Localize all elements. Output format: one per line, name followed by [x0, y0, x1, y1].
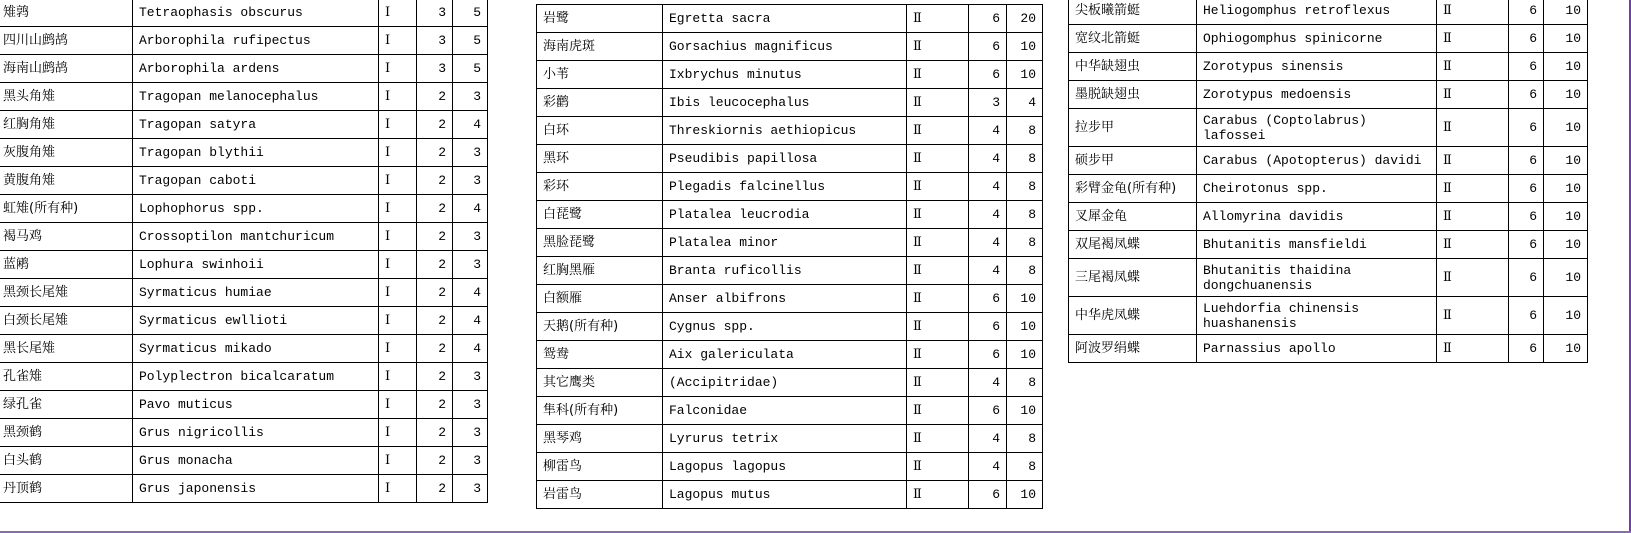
latin-name-cell: Heliogomphus retroflexus: [1197, 0, 1437, 25]
protection-level-cell: Ⅱ: [907, 5, 969, 33]
value-b-cell: 8: [1007, 201, 1043, 229]
protection-level-cell: Ⅱ: [907, 369, 969, 397]
latin-name-cell: Bhutanitis mansfieldi: [1197, 231, 1437, 259]
chinese-name-cell: 岩雷鸟: [537, 481, 663, 509]
chinese-name-cell: 隼科(所有种): [537, 397, 663, 425]
value-a-cell: 4: [969, 229, 1007, 257]
value-a-cell: 2: [417, 251, 453, 279]
protection-level-cell: Ⅰ: [379, 111, 417, 139]
chinese-name-cell: 小苇: [537, 61, 663, 89]
value-b-cell: 10: [1544, 0, 1588, 25]
table-row: [537, 61, 1043, 89]
latin-name-cell: Gorsachius magnificus: [663, 33, 907, 61]
value-b-cell: 3: [453, 419, 488, 447]
latin-name-cell: Pseudibis papillosa: [663, 145, 907, 173]
table-row: [0, 391, 488, 419]
latin-name-cell: Lagopus mutus: [663, 481, 907, 509]
protection-level-cell: Ⅱ: [907, 341, 969, 369]
protection-level-cell: Ⅰ: [379, 335, 417, 363]
value-b-cell: 10: [1544, 335, 1588, 363]
protection-level-cell: Ⅰ: [379, 195, 417, 223]
value-b-cell: 8: [1007, 229, 1043, 257]
value-a-cell: 2: [417, 195, 453, 223]
value-b-cell: 10: [1544, 259, 1588, 297]
table-row: [0, 223, 488, 251]
chinese-name-cell: 雉鹑: [0, 0, 133, 27]
protection-level-cell: Ⅰ: [379, 363, 417, 391]
table-row: [1069, 203, 1588, 231]
table-row: [0, 307, 488, 335]
table-row: [537, 313, 1043, 341]
value-b-cell: 3: [453, 223, 488, 251]
table-row: [537, 89, 1043, 117]
value-a-cell: 3: [417, 55, 453, 83]
table-row: [537, 257, 1043, 285]
value-b-cell: 8: [1007, 117, 1043, 145]
protection-level-cell: Ⅱ: [907, 481, 969, 509]
value-a-cell: 2: [417, 83, 453, 111]
chinese-name-cell: 海南虎斑: [537, 33, 663, 61]
latin-name-cell: Polyplectron bicalcaratum: [133, 363, 379, 391]
value-a-cell: 2: [417, 167, 453, 195]
value-a-cell: 4: [969, 145, 1007, 173]
protection-level-cell: Ⅰ: [379, 83, 417, 111]
table-row: [1069, 0, 1588, 25]
value-a-cell: 6: [969, 285, 1007, 313]
value-a-cell: 2: [417, 391, 453, 419]
value-a-cell: 6: [1509, 147, 1544, 175]
value-a-cell: 4: [969, 173, 1007, 201]
chinese-name-cell: 褐马鸡: [0, 223, 133, 251]
latin-name-cell: Lagopus lagopus: [663, 453, 907, 481]
protection-level-cell: Ⅱ: [907, 285, 969, 313]
chinese-name-cell: 宽纹北箭蜓: [1069, 25, 1197, 53]
protection-level-cell: Ⅰ: [379, 223, 417, 251]
chinese-name-cell: 硕步甲: [1069, 147, 1197, 175]
latin-name-cell: Zorotypus medoensis: [1197, 81, 1437, 109]
chinese-name-cell: 海南山鹧鸪: [0, 55, 133, 83]
value-b-cell: 3: [453, 167, 488, 195]
value-b-cell: 3: [453, 83, 488, 111]
latin-name-cell: Lyrurus tetrix: [663, 425, 907, 453]
value-b-cell: 10: [1007, 313, 1043, 341]
value-a-cell: 2: [417, 223, 453, 251]
value-a-cell: 6: [969, 5, 1007, 33]
protection-level-cell: Ⅱ: [1437, 0, 1509, 25]
protection-level-cell: Ⅰ: [379, 279, 417, 307]
protection-level-cell: Ⅱ: [907, 257, 969, 285]
latin-name-cell: Cheirotonus spp.: [1197, 175, 1437, 203]
latin-name-cell: Pavo muticus: [133, 391, 379, 419]
value-a-cell: 6: [1509, 175, 1544, 203]
species-table-left: [0, 0, 488, 503]
chinese-name-cell: 白琵鹭: [537, 201, 663, 229]
chinese-name-cell: 四川山鹧鸪: [0, 27, 133, 55]
chinese-name-cell: 白颈长尾雉: [0, 307, 133, 335]
protection-level-cell: Ⅱ: [1437, 175, 1509, 203]
value-b-cell: 5: [453, 0, 488, 27]
table-row: [537, 453, 1043, 481]
chinese-name-cell: 绿孔雀: [0, 391, 133, 419]
table-row: [0, 111, 488, 139]
value-a-cell: 4: [969, 369, 1007, 397]
value-a-cell: 6: [1509, 297, 1544, 335]
protection-level-cell: Ⅱ: [907, 201, 969, 229]
table-row: [537, 33, 1043, 61]
table-row: [0, 195, 488, 223]
value-b-cell: 8: [1007, 369, 1043, 397]
latin-name-cell: Platalea minor: [663, 229, 907, 257]
latin-name-cell: Anser albifrons: [663, 285, 907, 313]
species-table: [0, 0, 488, 503]
chinese-name-cell: 黑颈鹤: [0, 419, 133, 447]
table-row: [0, 55, 488, 83]
value-a-cell: 4: [969, 201, 1007, 229]
latin-name-cell: Plegadis falcinellus: [663, 173, 907, 201]
value-b-cell: 4: [453, 335, 488, 363]
value-a-cell: 4: [969, 453, 1007, 481]
chinese-name-cell: 黑环: [537, 145, 663, 173]
protection-level-cell: Ⅱ: [1437, 147, 1509, 175]
protection-level-cell: Ⅰ: [379, 0, 417, 27]
protection-level-cell: Ⅰ: [379, 167, 417, 195]
value-b-cell: 4: [453, 195, 488, 223]
protection-level-cell: Ⅱ: [907, 229, 969, 257]
latin-name-cell: Tragopan blythii: [133, 139, 379, 167]
value-a-cell: 2: [417, 111, 453, 139]
value-a-cell: 2: [417, 139, 453, 167]
value-b-cell: 10: [1544, 53, 1588, 81]
table-row: [537, 369, 1043, 397]
value-b-cell: 10: [1007, 61, 1043, 89]
chinese-name-cell: 彩鹳: [537, 89, 663, 117]
chinese-name-cell: 灰腹角雉: [0, 139, 133, 167]
value-b-cell: 10: [1544, 175, 1588, 203]
latin-name-cell: Crossoptilon mantchuricum: [133, 223, 379, 251]
latin-name-cell: Luehdorfia chinensis huashanensis: [1197, 297, 1437, 335]
protection-level-cell: Ⅰ: [379, 139, 417, 167]
value-b-cell: 10: [1544, 297, 1588, 335]
value-a-cell: 6: [1509, 231, 1544, 259]
latin-name-cell: Grus japonensis: [133, 475, 379, 503]
protection-level-cell: Ⅱ: [907, 145, 969, 173]
protection-level-cell: Ⅱ: [907, 425, 969, 453]
value-a-cell: 6: [969, 313, 1007, 341]
latin-name-cell: Aix galericulata: [663, 341, 907, 369]
value-a-cell: 6: [969, 33, 1007, 61]
value-b-cell: 10: [1007, 341, 1043, 369]
chinese-name-cell: 三尾褐凤蝶: [1069, 259, 1197, 297]
value-b-cell: 10: [1544, 203, 1588, 231]
protection-level-cell: Ⅱ: [1437, 335, 1509, 363]
latin-name-cell: (Accipitridae): [663, 369, 907, 397]
latin-name-cell: Zorotypus sinensis: [1197, 53, 1437, 81]
table-row: [537, 285, 1043, 313]
value-a-cell: 2: [417, 307, 453, 335]
table-row: [1069, 259, 1588, 297]
latin-name-cell: Tetraophasis obscurus: [133, 0, 379, 27]
chinese-name-cell: 双尾褐凤蝶: [1069, 231, 1197, 259]
chinese-name-cell: 黄腹角雉: [0, 167, 133, 195]
value-b-cell: 10: [1007, 397, 1043, 425]
table-row: [537, 481, 1043, 509]
value-a-cell: 6: [1509, 25, 1544, 53]
value-a-cell: 6: [1509, 81, 1544, 109]
species-table-middle: [536, 4, 1043, 509]
latin-name-cell: Carabus (Apotopterus) davidi: [1197, 147, 1437, 175]
chinese-name-cell: 白头鹤: [0, 447, 133, 475]
value-a-cell: 2: [417, 363, 453, 391]
table-row: [0, 447, 488, 475]
table-row: [0, 167, 488, 195]
protection-level-cell: Ⅰ: [379, 307, 417, 335]
value-b-cell: 5: [453, 55, 488, 83]
chinese-name-cell: 叉犀金龟: [1069, 203, 1197, 231]
chinese-name-cell: 蓝鹇: [0, 251, 133, 279]
chinese-name-cell: 红胸黑雁: [537, 257, 663, 285]
latin-name-cell: Carabus (Coptolabrus) lafossei: [1197, 109, 1437, 147]
value-b-cell: 3: [453, 475, 488, 503]
chinese-name-cell: 阿波罗绢蝶: [1069, 335, 1197, 363]
value-b-cell: 20: [1007, 5, 1043, 33]
chinese-name-cell: 尖板曦箭蜓: [1069, 0, 1197, 25]
protection-level-cell: Ⅱ: [1437, 231, 1509, 259]
value-a-cell: 2: [417, 475, 453, 503]
value-b-cell: 3: [453, 447, 488, 475]
value-b-cell: 10: [1007, 33, 1043, 61]
value-b-cell: 3: [453, 391, 488, 419]
value-b-cell: 10: [1007, 285, 1043, 313]
chinese-name-cell: 中华缺翅虫: [1069, 53, 1197, 81]
latin-name-cell: Arborophila ardens: [133, 55, 379, 83]
protection-level-cell: Ⅱ: [1437, 297, 1509, 335]
value-b-cell: 10: [1544, 25, 1588, 53]
table-row: [537, 425, 1043, 453]
value-a-cell: 3: [417, 27, 453, 55]
value-a-cell: 6: [1509, 53, 1544, 81]
value-b-cell: 3: [453, 139, 488, 167]
table-row: [1069, 231, 1588, 259]
protection-level-cell: Ⅰ: [379, 251, 417, 279]
latin-name-cell: Lophophorus spp.: [133, 195, 379, 223]
latin-name-cell: Syrmaticus humiae: [133, 279, 379, 307]
table-row: [537, 341, 1043, 369]
value-b-cell: 4: [453, 279, 488, 307]
latin-name-cell: Ibis leucocephalus: [663, 89, 907, 117]
latin-name-cell: Ophiogomphus spinicorne: [1197, 25, 1437, 53]
value-a-cell: 6: [969, 61, 1007, 89]
table-row: [537, 145, 1043, 173]
table-row: [537, 5, 1043, 33]
latin-name-cell: Syrmaticus mikado: [133, 335, 379, 363]
protection-level-cell: Ⅱ: [1437, 53, 1509, 81]
latin-name-cell: Arborophila rufipectus: [133, 27, 379, 55]
table-row: [0, 419, 488, 447]
table-row: [1069, 335, 1588, 363]
latin-name-cell: Lophura swinhoii: [133, 251, 379, 279]
table-row: [0, 475, 488, 503]
chinese-name-cell: 黑长尾雉: [0, 335, 133, 363]
protection-level-cell: Ⅰ: [379, 447, 417, 475]
species-table: [536, 4, 1043, 509]
chinese-name-cell: 中华虎凤蝶: [1069, 297, 1197, 335]
value-b-cell: 10: [1544, 231, 1588, 259]
protection-level-cell: Ⅱ: [1437, 81, 1509, 109]
chinese-name-cell: 黑琴鸡: [537, 425, 663, 453]
value-b-cell: 4: [453, 307, 488, 335]
chinese-name-cell: 彩臂金龟(所有种): [1069, 175, 1197, 203]
chinese-name-cell: 岩鹭: [537, 5, 663, 33]
value-b-cell: 10: [1544, 109, 1588, 147]
chinese-name-cell: 孔雀雉: [0, 363, 133, 391]
table-row: [1069, 297, 1588, 335]
value-b-cell: 10: [1544, 81, 1588, 109]
value-b-cell: 3: [453, 363, 488, 391]
value-b-cell: 8: [1007, 145, 1043, 173]
value-a-cell: 2: [417, 335, 453, 363]
value-a-cell: 4: [969, 425, 1007, 453]
table-row: [0, 363, 488, 391]
value-a-cell: 6: [1509, 203, 1544, 231]
protection-level-cell: Ⅱ: [907, 61, 969, 89]
value-a-cell: 6: [1509, 259, 1544, 297]
value-b-cell: 8: [1007, 173, 1043, 201]
latin-name-cell: Egretta sacra: [663, 5, 907, 33]
latin-name-cell: Grus monacha: [133, 447, 379, 475]
value-b-cell: 10: [1544, 147, 1588, 175]
protection-level-cell: Ⅰ: [379, 55, 417, 83]
protection-level-cell: Ⅰ: [379, 27, 417, 55]
value-a-cell: 4: [969, 117, 1007, 145]
table-row: [0, 0, 488, 27]
species-table-right: [1068, 0, 1588, 363]
chinese-name-cell: 黑头角雉: [0, 83, 133, 111]
value-b-cell: 8: [1007, 453, 1043, 481]
protection-level-cell: Ⅱ: [1437, 25, 1509, 53]
protection-level-cell: Ⅱ: [907, 117, 969, 145]
chinese-name-cell: 其它鹰类: [537, 369, 663, 397]
table-row: [1069, 109, 1588, 147]
value-b-cell: 8: [1007, 257, 1043, 285]
latin-name-cell: Ixbrychus minutus: [663, 61, 907, 89]
table-row: [537, 201, 1043, 229]
species-table: [1068, 0, 1588, 363]
table-row: [0, 279, 488, 307]
protection-level-cell: Ⅱ: [907, 89, 969, 117]
table-row: [0, 251, 488, 279]
chinese-name-cell: 丹顶鹤: [0, 475, 133, 503]
table-row: [0, 139, 488, 167]
chinese-name-cell: 墨脱缺翅虫: [1069, 81, 1197, 109]
value-b-cell: 5: [453, 27, 488, 55]
chinese-name-cell: 彩环: [537, 173, 663, 201]
latin-name-cell: Bhutanitis thaidina dongchuanensis: [1197, 259, 1437, 297]
table-row: [537, 397, 1043, 425]
protection-level-cell: Ⅰ: [379, 419, 417, 447]
value-b-cell: 4: [1007, 89, 1043, 117]
protection-level-cell: Ⅱ: [907, 453, 969, 481]
value-b-cell: 4: [453, 111, 488, 139]
table-row: [537, 117, 1043, 145]
chinese-name-cell: 柳雷鸟: [537, 453, 663, 481]
latin-name-cell: Branta ruficollis: [663, 257, 907, 285]
chinese-name-cell: 天鹅(所有种): [537, 313, 663, 341]
table-row: [1069, 25, 1588, 53]
latin-name-cell: Threskiornis aethiopicus: [663, 117, 907, 145]
latin-name-cell: Parnassius apollo: [1197, 335, 1437, 363]
chinese-name-cell: 黑脸琵鹭: [537, 229, 663, 257]
chinese-name-cell: 拉步甲: [1069, 109, 1197, 147]
value-a-cell: 2: [417, 279, 453, 307]
value-b-cell: 3: [453, 251, 488, 279]
value-a-cell: 6: [969, 397, 1007, 425]
value-b-cell: 10: [1007, 481, 1043, 509]
latin-name-cell: Allomyrina davidis: [1197, 203, 1437, 231]
protection-level-cell: Ⅱ: [907, 33, 969, 61]
chinese-name-cell: 白环: [537, 117, 663, 145]
latin-name-cell: Tragopan satyra: [133, 111, 379, 139]
chinese-name-cell: 鸳鸯: [537, 341, 663, 369]
latin-name-cell: Platalea leucrodia: [663, 201, 907, 229]
chinese-name-cell: 黑颈长尾雉: [0, 279, 133, 307]
latin-name-cell: Tragopan melanocephalus: [133, 83, 379, 111]
chinese-name-cell: 红胸角雉: [0, 111, 133, 139]
latin-name-cell: Syrmaticus ewllioti: [133, 307, 379, 335]
value-a-cell: 3: [417, 0, 453, 27]
value-a-cell: 6: [969, 341, 1007, 369]
latin-name-cell: Tragopan caboti: [133, 167, 379, 195]
value-a-cell: 6: [1509, 0, 1544, 25]
table-row: [1069, 147, 1588, 175]
value-a-cell: 2: [417, 447, 453, 475]
table-row: [1069, 175, 1588, 203]
protection-level-cell: Ⅱ: [907, 173, 969, 201]
value-a-cell: 4: [969, 257, 1007, 285]
table-row: [0, 83, 488, 111]
table-row: [537, 229, 1043, 257]
table-row: [0, 335, 488, 363]
chinese-name-cell: 白额雁: [537, 285, 663, 313]
protection-level-cell: Ⅰ: [379, 475, 417, 503]
table-row: [0, 27, 488, 55]
table-row: [1069, 81, 1588, 109]
protection-level-cell: Ⅱ: [907, 397, 969, 425]
table-row: [537, 173, 1043, 201]
protection-level-cell: Ⅱ: [1437, 259, 1509, 297]
value-a-cell: 3: [969, 89, 1007, 117]
protection-level-cell: Ⅱ: [1437, 109, 1509, 147]
value-a-cell: 2: [417, 419, 453, 447]
protection-level-cell: Ⅰ: [379, 391, 417, 419]
latin-name-cell: Grus nigricollis: [133, 419, 379, 447]
protection-level-cell: Ⅱ: [907, 313, 969, 341]
value-b-cell: 8: [1007, 425, 1043, 453]
value-a-cell: 6: [1509, 109, 1544, 147]
chinese-name-cell: 虹雉(所有种): [0, 195, 133, 223]
protection-level-cell: Ⅱ: [1437, 203, 1509, 231]
latin-name-cell: Cygnus spp.: [663, 313, 907, 341]
value-a-cell: 6: [1509, 335, 1544, 363]
value-a-cell: 6: [969, 481, 1007, 509]
table-row: [1069, 53, 1588, 81]
latin-name-cell: Falconidae: [663, 397, 907, 425]
